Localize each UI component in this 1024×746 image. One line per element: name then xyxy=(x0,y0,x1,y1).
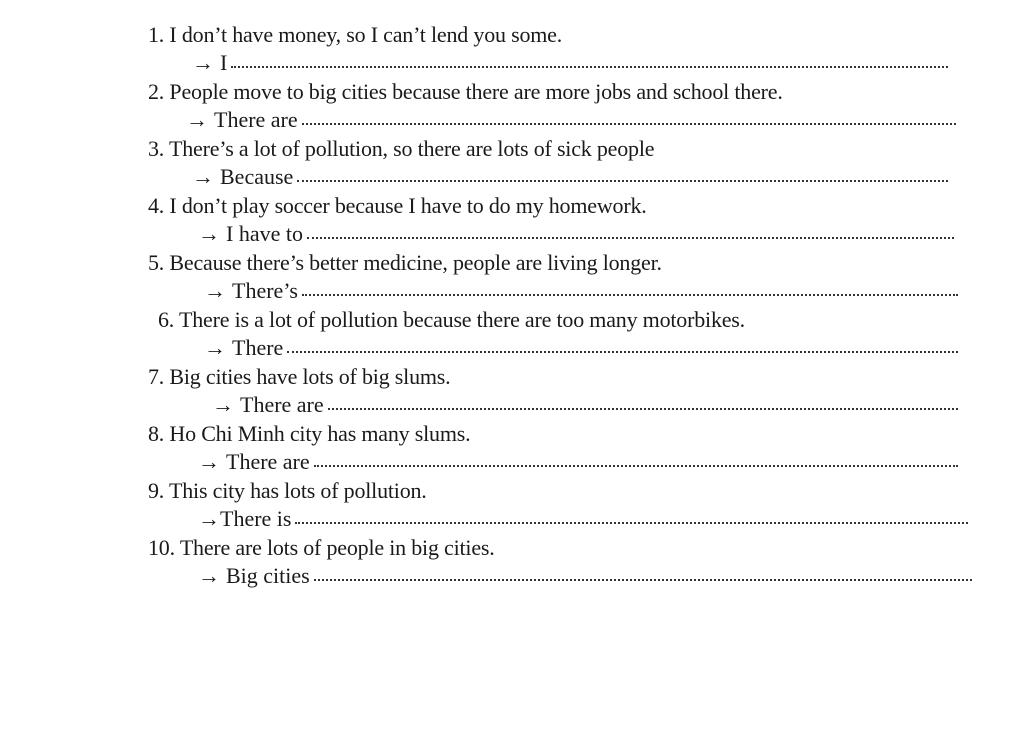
exercise-3-answer-line xyxy=(192,164,948,190)
exercise-4-question xyxy=(148,193,647,219)
exercise-number: 9. xyxy=(148,478,165,503)
exercise-10-question xyxy=(148,535,495,561)
arrow-right-icon: → xyxy=(198,449,220,474)
answer-blank[interactable] xyxy=(314,461,958,467)
arrow-right-icon: → xyxy=(204,335,226,360)
question-text: Ho Chi Minh city has many slums. xyxy=(169,421,471,446)
exercise-1-answer-line xyxy=(192,50,948,76)
question-text: Big cities have lots of big slums. xyxy=(169,364,451,389)
question-text: Because there’s better medicine, people are living longer. xyxy=(169,250,662,275)
answer-lead: There is xyxy=(220,506,292,531)
question-text: There’s a lot of pollution, so there are lots of sick people xyxy=(169,136,655,161)
answer-lead: I have to xyxy=(226,221,303,246)
answer-blank[interactable] xyxy=(328,404,958,410)
exercise-8-question xyxy=(148,421,470,447)
answer-lead: There’s xyxy=(232,278,298,303)
question-text: This city has lots of pollution. xyxy=(169,478,427,503)
answer-blank[interactable] xyxy=(287,347,958,353)
arrow-right-icon: → xyxy=(192,50,214,75)
exercise-3-question xyxy=(148,136,654,162)
answer-blank[interactable] xyxy=(314,575,972,581)
answer-blank[interactable] xyxy=(297,176,948,182)
answer-lead: There are xyxy=(240,392,324,417)
answer-lead: There are xyxy=(214,107,298,132)
exercise-number: 4. xyxy=(148,193,165,218)
arrow-right-icon: → xyxy=(186,107,208,132)
exercise-number: 10. xyxy=(148,535,175,560)
exercise-number: 2. xyxy=(148,79,165,104)
answer-blank[interactable] xyxy=(307,233,954,239)
exercise-4-answer-line xyxy=(198,221,954,247)
exercise-number: 7. xyxy=(148,364,165,389)
answer-blank[interactable] xyxy=(295,518,968,524)
question-text: I don’t have money, so I can’t lend you some. xyxy=(169,22,563,47)
arrow-right-icon: → xyxy=(192,164,214,189)
exercise-5-question xyxy=(148,250,662,276)
question-text: There is a lot of pollution because there are too many motorbikes. xyxy=(179,307,745,332)
question-text: People move to big cities because there are more jobs and school there. xyxy=(169,79,783,104)
answer-lead: There xyxy=(232,335,284,360)
answer-lead: There are xyxy=(226,449,310,474)
arrow-right-icon: → xyxy=(204,278,226,303)
exercise-5-answer-line xyxy=(204,278,958,304)
exercise-number: 5. xyxy=(148,250,165,275)
exercise-9-question xyxy=(148,478,427,504)
exercise-9-answer-line xyxy=(198,506,968,532)
answer-blank[interactable] xyxy=(231,62,948,68)
exercise-8-answer-line xyxy=(198,449,958,475)
exercise-number: 3. xyxy=(148,136,165,161)
exercise-number: 1. xyxy=(148,22,165,47)
answer-lead: Because xyxy=(220,164,294,189)
exercise-6-question xyxy=(158,307,745,333)
answer-blank[interactable] xyxy=(302,290,958,296)
exercise-10-answer-line xyxy=(198,563,972,589)
exercise-number: 8. xyxy=(148,421,165,446)
answer-lead: I xyxy=(220,50,228,75)
exercise-2-question xyxy=(148,79,783,105)
answer-lead: Big cities xyxy=(226,563,310,588)
arrow-right-icon: → xyxy=(198,506,220,531)
exercise-2-answer-line xyxy=(186,107,956,133)
exercise-1-question xyxy=(148,22,562,48)
exercise-7-question xyxy=(148,364,450,390)
exercise-7-answer-line xyxy=(212,392,958,418)
exercise-number: 6. xyxy=(158,307,175,332)
arrow-right-icon: → xyxy=(198,563,220,588)
arrow-right-icon: → xyxy=(212,392,234,417)
arrow-right-icon: → xyxy=(198,221,220,246)
exercise-6-answer-line xyxy=(204,335,958,361)
answer-blank[interactable] xyxy=(302,119,956,125)
question-text: There are lots of people in big cities. xyxy=(179,535,495,560)
question-text: I don’t play soccer because I have to do my homework. xyxy=(169,193,647,218)
